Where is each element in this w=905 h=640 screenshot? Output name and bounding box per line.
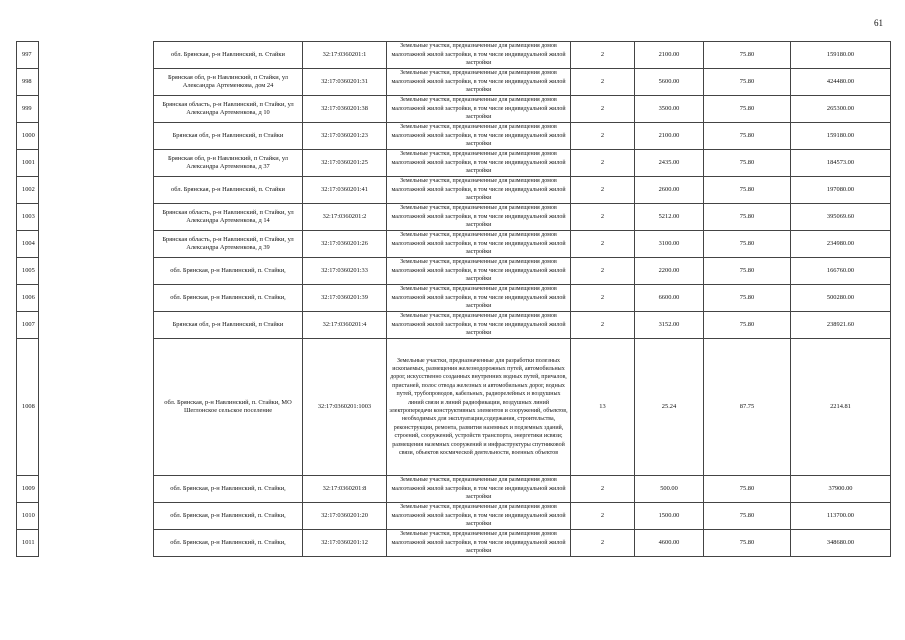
rate-cell: 75.80 (704, 204, 791, 231)
row-number-cell: 1001 (17, 150, 39, 177)
address-cell: Брянская обл, р-н Навлинский, п Стайки (154, 123, 303, 150)
area-cell: 5600.00 (635, 69, 704, 96)
cadastral-value-cell: 500280.00 (791, 285, 891, 312)
table-row (17, 96, 891, 123)
page-number: 61 (874, 18, 883, 28)
land-use-cell: Земельные участки, предназначенные для размещения домов малоэтажной жилой застройки, в том числе индивидуальной жилой застройки (387, 503, 571, 530)
cadastral-number-cell: 32:17:0360201:39 (303, 285, 387, 312)
group-cell: 2 (571, 150, 635, 177)
spacer-cell (39, 123, 154, 150)
spacer-cell (39, 69, 154, 96)
area-cell: 3100.00 (635, 231, 704, 258)
cadastral-number-cell: 32:17:0360201:2 (303, 204, 387, 231)
rate-cell: 75.80 (704, 69, 791, 96)
land-use-cell: Земельные участки, предназначенные для размещения домов малоэтажной жилой застройки, в том числе индивидуальной жилой застройки (387, 204, 571, 231)
cadastral-value-cell: 159180.00 (791, 42, 891, 69)
spacer-cell (39, 312, 154, 339)
cadastral-number-cell: 32:17:0360201:23 (303, 123, 387, 150)
cadastral-number-cell: 32:17:0360201:33 (303, 258, 387, 285)
cadastral-value-cell: 197080.00 (791, 177, 891, 204)
land-use-cell: Земельные участки, предназначенные для размещения домов малоэтажной жилой застройки, в том числе индивидуальной жилой застройки (387, 69, 571, 96)
land-use-cell: Земельные участки, предназначенные для размещения домов малоэтажной жилой застройки, в том числе индивидуальной жилой застройки (387, 231, 571, 258)
row-number-cell: 1002 (17, 177, 39, 204)
spacer-cell (39, 177, 154, 204)
table-row (17, 69, 891, 96)
table-row (17, 285, 891, 312)
rate-cell: 75.80 (704, 530, 791, 557)
spacer-cell (39, 231, 154, 258)
cadastral-value-cell: 159180.00 (791, 123, 891, 150)
cadastral-number-cell: 32:17:0360201:41 (303, 177, 387, 204)
land-use-cell: Земельные участки, предназначенные для размещения домов малоэтажной жилой застройки, в том числе индивидуальной жилой застройки (387, 150, 571, 177)
cadastral-number-cell: 32:17:0360201:4 (303, 312, 387, 339)
row-number-cell: 1000 (17, 123, 39, 150)
land-use-cell: Земельные участки, предназначенные для размещения домов малоэтажной жилой застройки, в том числе индивидуальной жилой застройки (387, 476, 571, 503)
cadastral-value-cell: 265300.00 (791, 96, 891, 123)
spacer-cell (39, 96, 154, 123)
address-cell: Брянская обл, р-н Навлинский, п Стайки (154, 312, 303, 339)
spacer-cell (39, 42, 154, 69)
group-cell: 2 (571, 123, 635, 150)
group-cell: 2 (571, 42, 635, 69)
rate-cell: 75.80 (704, 503, 791, 530)
address-cell: Брянская обл, р-н Навлинский, п Стайки, ул Александра Артеменкова, д 37 (154, 150, 303, 177)
cadastral-number-cell: 32:17:0360201:1003 (303, 339, 387, 476)
rate-cell: 75.80 (704, 258, 791, 285)
land-use-cell: Земельные участки, предназначенные для размещения домов малоэтажной жилой застройки, в том числе индивидуальной жилой застройки (387, 285, 571, 312)
table-body (17, 42, 891, 557)
table-row (17, 530, 891, 557)
table-row (17, 339, 891, 476)
cadastral-number-cell: 32:17:0360201:20 (303, 503, 387, 530)
spacer-cell (39, 503, 154, 530)
cadastral-value-cell: 184573.00 (791, 150, 891, 177)
address-cell: обл. Брянская, р-н Навлинский, п. Стайки, МО Шеглонское сельское поселение (154, 339, 303, 476)
cadastral-value-table (16, 41, 891, 557)
area-cell: 2100.00 (635, 42, 704, 69)
row-number-cell: 997 (17, 42, 39, 69)
rate-cell: 75.80 (704, 312, 791, 339)
area-cell: 1500.00 (635, 503, 704, 530)
area-cell: 2200.00 (635, 258, 704, 285)
rate-cell: 75.80 (704, 177, 791, 204)
cadastral-number-cell: 32:17:0360201:25 (303, 150, 387, 177)
address-cell: Брянская область, р-н Навлинский, п Стайки, ул Александра Артеменкова, д 39 (154, 231, 303, 258)
row-number-cell: 999 (17, 96, 39, 123)
table-row (17, 204, 891, 231)
address-cell: обл. Брянская, р-н Навлинский, п. Стайки (154, 42, 303, 69)
rate-cell: 75.80 (704, 285, 791, 312)
address-cell: обл. Брянская, р-н Навлинский, п. Стайки (154, 177, 303, 204)
row-number-cell: 1011 (17, 530, 39, 557)
cadastral-value-cell: 113700.00 (791, 503, 891, 530)
address-cell: Брянская область, р-н Навлинский, п Стайки, ул Александра Артеменкова, д 14 (154, 204, 303, 231)
row-number-cell: 1003 (17, 204, 39, 231)
address-cell: Брянская область, р-н Навлинский, п Стайки, ул Александра Артеменкова, д 10 (154, 96, 303, 123)
table-row (17, 258, 891, 285)
area-cell: 2435.00 (635, 150, 704, 177)
cadastral-value-cell: 238921.60 (791, 312, 891, 339)
land-use-cell: Земельные участки, предназначенные для размещения домов малоэтажной жилой застройки, в том числе индивидуальной жилой застройки (387, 312, 571, 339)
cadastral-value-cell: 166760.00 (791, 258, 891, 285)
area-cell: 3152.00 (635, 312, 704, 339)
cadastral-number-cell: 32:17:0360201:8 (303, 476, 387, 503)
table-row (17, 177, 891, 204)
group-cell: 2 (571, 258, 635, 285)
group-cell: 2 (571, 231, 635, 258)
row-number-cell: 1007 (17, 312, 39, 339)
land-use-cell: Земельные участки, предназначенные для размещения домов малоэтажной жилой застройки, в том числе индивидуальной жилой застройки (387, 530, 571, 557)
cadastral-number-cell: 32:17:0360201:26 (303, 231, 387, 258)
rate-cell: 75.80 (704, 150, 791, 177)
spacer-cell (39, 204, 154, 231)
group-cell: 13 (571, 339, 635, 476)
spacer-cell (39, 476, 154, 503)
table-row (17, 503, 891, 530)
row-number-cell: 1005 (17, 258, 39, 285)
address-cell: Брянская обл, р-н Навлинский, п Стайки, ул Александра Артеменкова, дом 24 (154, 69, 303, 96)
area-cell: 2600.00 (635, 177, 704, 204)
cadastral-number-cell: 32:17:0360201:1 (303, 42, 387, 69)
spacer-cell (39, 530, 154, 557)
row-number-cell: 1010 (17, 503, 39, 530)
address-cell: обл. Брянская, р-н Навлинский, п. Стайки, (154, 258, 303, 285)
cadastral-value-cell: 2214.81 (791, 339, 891, 476)
land-use-cell: Земельные участки, предназначенные для размещения домов малоэтажной жилой застройки, в том числе индивидуальной жилой застройки (387, 177, 571, 204)
rate-cell: 75.80 (704, 123, 791, 150)
cadastral-value-cell: 424480.00 (791, 69, 891, 96)
land-use-cell: Земельные участки, предназначенные для размещения домов малоэтажной жилой застройки, в том числе индивидуальной жилой застройки (387, 96, 571, 123)
cadastral-value-cell: 348680.00 (791, 530, 891, 557)
area-cell: 3500.00 (635, 96, 704, 123)
table-row (17, 476, 891, 503)
cadastral-number-cell: 32:17:0360201:12 (303, 530, 387, 557)
group-cell: 2 (571, 285, 635, 312)
cadastral-number-cell: 32:17:0360201:31 (303, 69, 387, 96)
table-row (17, 42, 891, 69)
land-use-cell: Земельные участки, предназначенные для размещения домов малоэтажной жилой застройки, в том числе индивидуальной жилой застройки (387, 123, 571, 150)
spacer-cell (39, 150, 154, 177)
area-cell: 2100.00 (635, 123, 704, 150)
group-cell: 2 (571, 476, 635, 503)
group-cell: 2 (571, 530, 635, 557)
cadastral-number-cell: 32:17:0360201:38 (303, 96, 387, 123)
group-cell: 2 (571, 503, 635, 530)
cadastral-value-cell: 37900.00 (791, 476, 891, 503)
address-cell: обл. Брянская, р-н Навлинский, п. Стайки, (154, 530, 303, 557)
group-cell: 2 (571, 69, 635, 96)
area-cell: 6600.00 (635, 285, 704, 312)
row-number-cell: 1006 (17, 285, 39, 312)
area-cell: 4600.00 (635, 530, 704, 557)
table-row (17, 312, 891, 339)
land-use-cell: Земельные участки, предназначенные для размещения домов малоэтажной жилой застройки, в том числе индивидуальной жилой застройки (387, 42, 571, 69)
cadastral-value-cell: 234980.00 (791, 231, 891, 258)
land-use-cell: Земельные участки, предназначенные для размещения домов малоэтажной жилой застройки, в том числе индивидуальной жилой застройки (387, 258, 571, 285)
rate-cell: 75.80 (704, 96, 791, 123)
area-cell: 5212.00 (635, 204, 704, 231)
cadastral-value-cell: 395069.60 (791, 204, 891, 231)
area-cell: 500.00 (635, 476, 704, 503)
spacer-cell (39, 285, 154, 312)
spacer-cell (39, 258, 154, 285)
group-cell: 2 (571, 204, 635, 231)
rate-cell: 75.80 (704, 231, 791, 258)
address-cell: обл. Брянская, р-н Навлинский, п. Стайки, (154, 503, 303, 530)
row-number-cell: 1004 (17, 231, 39, 258)
group-cell: 2 (571, 177, 635, 204)
row-number-cell: 1008 (17, 339, 39, 476)
row-number-cell: 1009 (17, 476, 39, 503)
spacer-cell (39, 339, 154, 476)
address-cell: обл. Брянская, р-н Навлинский, п. Стайки, (154, 285, 303, 312)
rate-cell: 75.80 (704, 42, 791, 69)
table-row (17, 231, 891, 258)
area-cell: 25.24 (635, 339, 704, 476)
address-cell: обл. Брянская, р-н Навлинский, п. Стайки, (154, 476, 303, 503)
rate-cell: 75.80 (704, 476, 791, 503)
land-use-cell: Земельные участки, предназначенные для разработки полезных ископаемых, размещения железнодорожных путей, автомобильных дорог, искусственно созданных внутренних водных путей, причалов, пристаней, полос отвода железных и автомобильных дорог, водных путей, трубопроводов, кабельных, радиорелейных и воздушных линий связи и линий радиофикации, воздушных линий электропередачи конструктивных элементов и сооружений, объектов, необходимых для эксплуатации,содержания, строительства, реконструкции, ремонта, развития наземных и подземных зданий, строений, сооружений, устройств транспорта, энергетики исвязи; размещения наземных сооружений и инфраструктуры спутниковой связи, объектов космической деятельности, военных объектов (387, 339, 571, 476)
table-row (17, 150, 891, 177)
group-cell: 2 (571, 312, 635, 339)
group-cell: 2 (571, 96, 635, 123)
rate-cell: 87.75 (704, 339, 791, 476)
table-row (17, 123, 891, 150)
row-number-cell: 998 (17, 69, 39, 96)
